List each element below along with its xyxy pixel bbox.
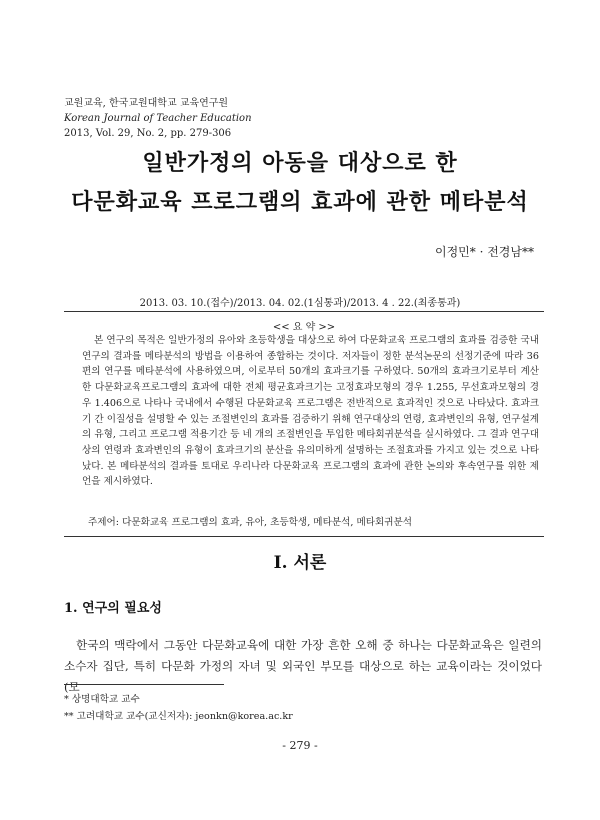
body-paragraph bbox=[64, 635, 542, 698]
subsection-heading: 1. 연구의 필요성 bbox=[64, 601, 162, 616]
section-heading: I. 서론 bbox=[273, 553, 327, 573]
paper-title-line-2: 다문화교육 프로그램의 효과에 관한 메타분석 bbox=[71, 189, 529, 215]
journal-english-name: Korean Journal of Teacher Education bbox=[64, 113, 252, 124]
journal-korean-name: 교원교육, 한국교원대학교 교육연구원 bbox=[64, 98, 229, 109]
submission-dates: 2013. 03. 10.(접수)/2013. 04. 02.(1심통과)/2013. 4 . 22.(최종통과) bbox=[139, 298, 461, 309]
page-number: - 279 - bbox=[282, 739, 318, 752]
body-paragraph-text: 한국의 맥락에서 그동안 다문화교육에 대한 가장 흔한 오해 중 하나는 다문화교육은 일련의 소수자 집단, 특히 다문화 가정의 자녀 및 외국인 부모를 대상으로 하는 교육이라는 것이었다(모 bbox=[64, 638, 542, 694]
journal-volume: 2013, Vol. 29, No. 2, pp. 279-306 bbox=[64, 128, 232, 139]
authors: 이정민* · 전경남** bbox=[435, 245, 534, 259]
abstract-heading: << 요 약 >> bbox=[272, 322, 336, 333]
paper-title-line-1: 일반가정의 아동을 대상으로 한 bbox=[142, 150, 458, 176]
footnote-1: * 상명대학교 교수 bbox=[64, 694, 140, 705]
abstract-text: 본 연구의 목적은 일반가정의 유아와 초등학생을 대상으로 하여 다문화교육 프로그램의 효과를 검증한 국내 연구의 결과를 메타분석의 방법을 이용하여 종합하는 것이다. 저자들이 정한 분석논문의 선정기준에 따라 36편의 연구를 메타분석에 사용하였으며, 이로부터 50개의 효과크기를 구하였다. 50개의 효과크기로부터 계산한 다문화교육프로그램의 효과에 대한 전체 평균효과크기는 고정효과모형의 경우 1.255, 무선효과모형의 경우 1.406으로 나타나 국내에서 수행된 다문화교육 프로그램은 전반적으로 효과적인 것으로 나타났다. 효과크기 간 이질성을 설명할 수 있는 조절변인의 효과를 검증하기 위해 연구대상의 연령, 효과변인의 유형, 연구설계의 유형, 그리고 프로그램 적용기간 등 네 개의 조절변인을 투입한 메타회귀분석을 실시하였다. 그 결과 연구대상의 연령과 효과변인의 유형이 효과크기의 분산을 유의미하게 설명하는 조절효과를 가지고 있는 것으로 나타났다. 본 메타분석의 결과를 토대로 우리나라 다문화교육 프로그램의 효과에 관한 논의와 후속연구를 위한 제언을 제시하였다. bbox=[82, 335, 539, 488]
keywords: 주제어: 다문화교육 프로그램의 효과, 유아, 초등학생, 메타분석, 메타회귀분석 bbox=[88, 517, 413, 528]
footnote-divider bbox=[64, 684, 224, 685]
footnote-2: ** 고려대학교 교수(교신저자): jeonkn@korea.ac.kr bbox=[64, 711, 293, 722]
journal-info bbox=[64, 96, 252, 141]
